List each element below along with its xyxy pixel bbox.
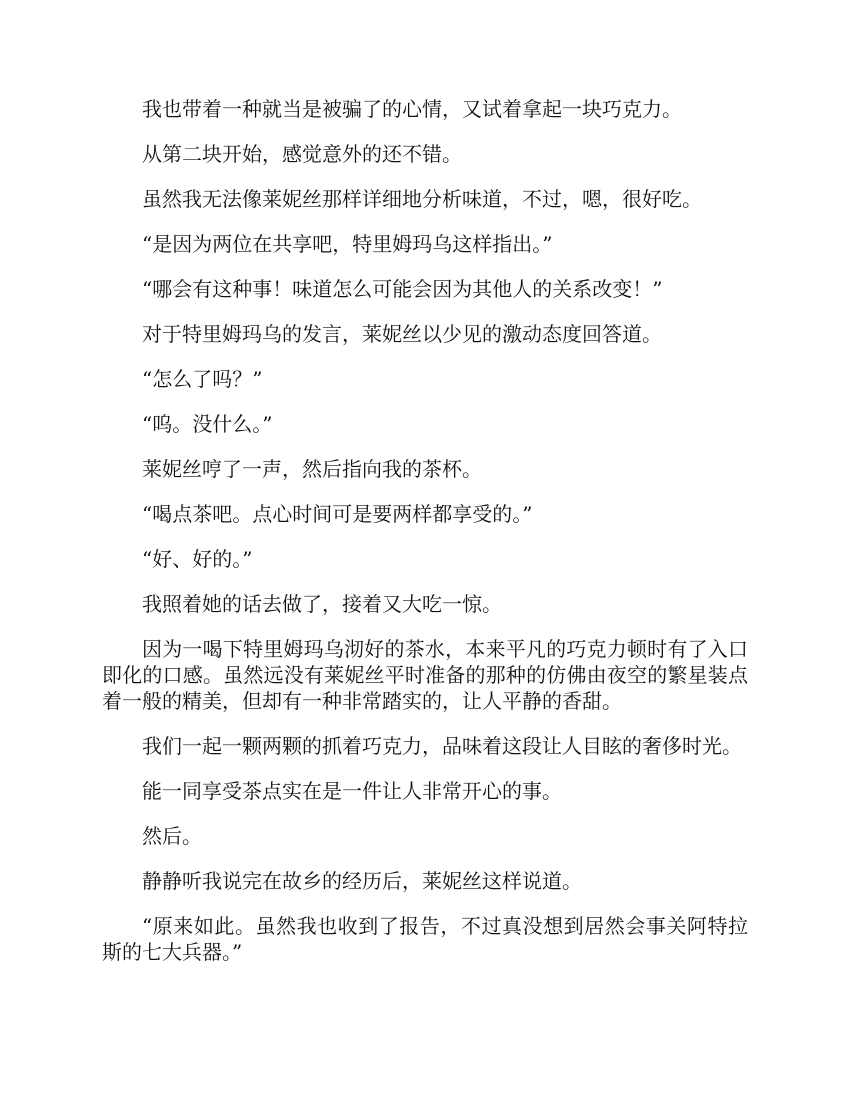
document-body [102, 96, 748, 984]
paragraph: “喝点茶吧。点心时间可是要两样都享受的。” [142, 502, 533, 526]
paragraph: “呜。没什么。” [142, 412, 273, 436]
paragraph: “哪会有这种事！味道怎么可能会因为其他人的关系改变！” [142, 277, 663, 301]
paragraph: 我们一起一颗两颗的抓着巧克力，品味着这段让人目眩的奢侈时光。 [142, 734, 742, 758]
paragraph: 我也带着一种就当是被骗了的心情，又试着拿起一块巧克力。 [142, 97, 682, 121]
paragraph: “怎么了吗？” [142, 367, 263, 391]
paragraph: 我照着她的话去做了，接着又大吃一惊。 [142, 592, 502, 616]
paragraph: 能一同享受茶点实在是一件让人非常开心的事。 [142, 779, 562, 803]
paragraph: 对于特里姆玛乌的发言，莱妮丝以少见的激动态度回答道。 [142, 322, 662, 346]
paragraph: 虽然我无法像莱妮丝那样详细地分析味道，不过，嗯，很好吃。 [142, 187, 702, 211]
paragraph: “好、好的。” [142, 547, 253, 571]
paragraph: 莱妮丝哼了一声，然后指向我的茶杯。 [142, 457, 482, 481]
paragraph: 从第二块开始，感觉意外的还不错。 [142, 142, 462, 166]
paragraph: “是因为两位在共享吧，特里姆玛乌这样指出。” [142, 232, 553, 256]
paragraph: “原来如此。虽然我也收到了报告，不过真没想到居然会事关阿特拉斯的七大兵器。” [102, 914, 748, 964]
paragraph: 因为一喝下特里姆玛乌沏好的茶水，本来平凡的巧克力顿时有了入口即化的口感。虽然远没有莱妮丝平时准备的那种的仿佛由夜空的繁星装点着一般的精美，但却有一种非常踏实的，让人平静的香甜。 [102, 637, 748, 713]
paragraph: 静静听我说完在故乡的经历后，莱妮丝这样说道。 [142, 869, 582, 893]
paragraph: 然后。 [142, 824, 202, 848]
